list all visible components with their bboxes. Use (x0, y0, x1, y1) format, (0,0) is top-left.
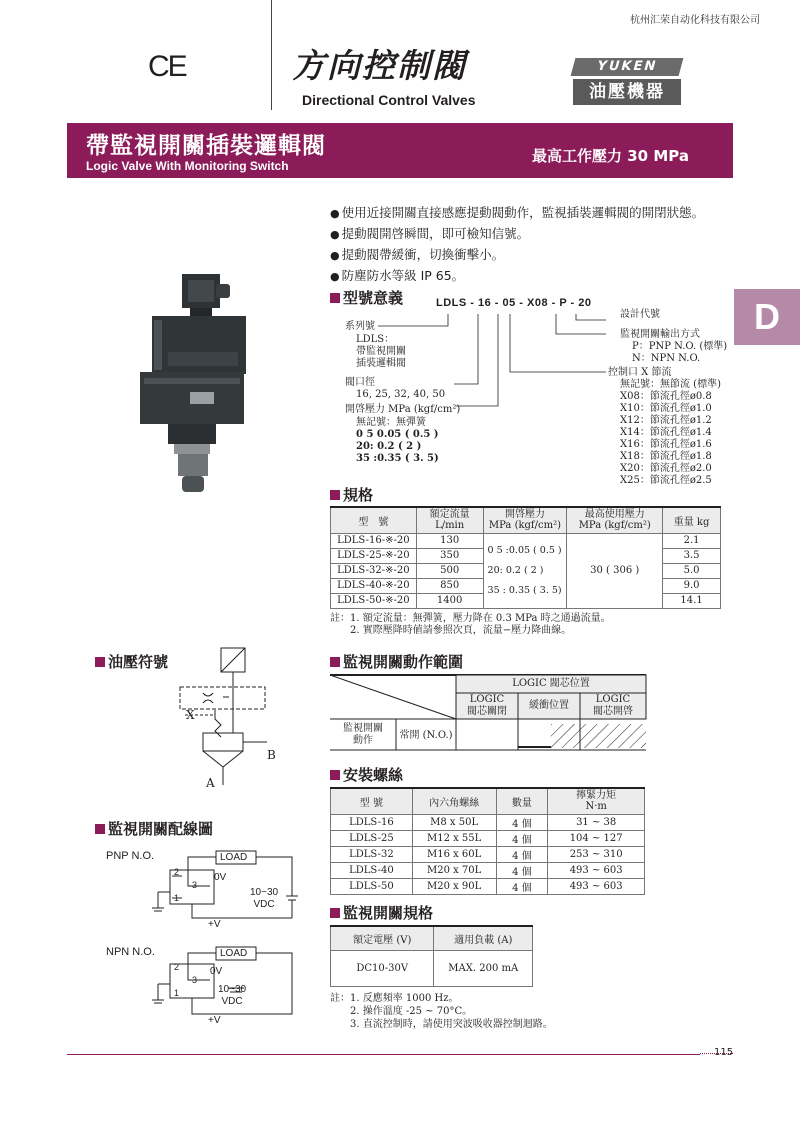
bolt-qty-cell: 4 個 (496, 830, 548, 846)
spec-note: 2. 實際壓降時値請參照次頁，流量−壓力降曲線。 (350, 625, 572, 636)
spec-notes (330, 613, 611, 637)
bolt-model-cell: LDLS-50 (331, 878, 413, 894)
output-line: 監視開關輸出方式 (620, 329, 700, 340)
voltage-header: 額定電壓 (V) (331, 926, 434, 950)
cracking-line: 20: 0.2 ( 2 ) (356, 441, 422, 452)
logo-top-text: YUKEN (571, 58, 684, 76)
logo-bottom-text: 油壓機器 (573, 79, 681, 105)
bolt-screw-cell: M20 x 90L (412, 878, 496, 894)
bolt-torque-cell: 493 ~ 603 (548, 862, 645, 878)
feature-item: ● 提動閥帶緩衝，切換衝擊小。 (330, 245, 704, 266)
table-row (331, 846, 645, 862)
bolt-torque-cell: 31 ~ 38 (548, 814, 645, 830)
output-type-block (620, 329, 727, 365)
cracking-detail (356, 417, 439, 465)
switch-spec-notes (330, 992, 553, 1031)
model-code-heading: 型號意義 (330, 287, 403, 308)
pnp-load-label: LOAD (220, 852, 248, 863)
table-row (331, 878, 645, 894)
flow-cell: 350 (416, 548, 483, 563)
spec-table (330, 506, 721, 609)
table-row (331, 830, 645, 846)
orifice-line: X18：節流孔徑ø1.8 (620, 451, 712, 462)
weight-cell: 2.1 (663, 533, 721, 548)
orifice-line: 控制口 X 節流 (608, 367, 672, 378)
npn-supply-label: 10~30 VDC (218, 984, 247, 1007)
wiring-heading: 監視開關配線圖 (95, 818, 213, 839)
bolts-col-screw: 內六角螺絲 (412, 788, 496, 814)
load-header: 適用負載 (A) (434, 926, 533, 950)
output-line: N：NPN N.O. (632, 353, 701, 364)
spec-col-cracking: 開啓壓力 MPa (kgf/cm²) (483, 507, 567, 533)
bolt-model-cell: LDLS-16 (331, 814, 413, 830)
bolt-model-cell: LDLS-32 (331, 846, 413, 862)
spec-note: 註：1. 額定流量：無彈簧，壓力降在 0.3 MPa 時之通過流量。 (330, 613, 611, 624)
switch-action-label: 監視開關 動作 (343, 723, 383, 746)
bolt-screw-cell: M12 x 55L (412, 830, 496, 846)
design-number-label: 設計代號 (620, 309, 660, 320)
model-cell: LDLS-16-※-20 (331, 533, 417, 548)
npn-plus-v-label: +V (208, 1015, 221, 1026)
feature-list (330, 203, 704, 287)
chapter-tab: D (734, 289, 800, 345)
pnp-pin-1: 1 (174, 893, 180, 903)
max-pressure-label: 最高工作壓力 30 MPa (532, 147, 689, 165)
bolts-col-qty: 數量 (496, 788, 548, 814)
model-cell: LDLS-50-※-20 (331, 593, 417, 608)
table-row (331, 814, 645, 830)
pnp-supply-label: 10~30 VDC (250, 887, 279, 910)
feature-item: ● 防塵防水等級 IP 65。 (330, 266, 704, 287)
bolt-screw-cell: M20 x 70L (412, 862, 496, 878)
bolts-col-model: 型 號 (331, 788, 413, 814)
port-x-label: X (186, 708, 195, 722)
model-cell: LDLS-32-※-20 (331, 563, 417, 578)
orifice-block (608, 367, 721, 487)
product-photo (140, 268, 250, 498)
spec-heading: 規格 (330, 484, 373, 505)
weight-cell: 5.0 (663, 563, 721, 578)
switch-spec-heading: 監視開關規格 (330, 902, 433, 923)
orifice-line: X08：節流孔徑ø0.8 (620, 391, 712, 402)
switch-note: 3. 直流控制時，請使用突波吸收器控制迴路。 (350, 1019, 553, 1030)
series-line: LDLS： (356, 334, 395, 345)
orifice-line: X14：節流孔徑ø1.4 (620, 427, 712, 438)
output-line: P：PNP N.O. (標準) (632, 341, 728, 352)
switch-range-heading: 監視開關動作範圍 (330, 651, 463, 672)
spec-col-weight: 重量 kg (663, 507, 721, 533)
cracking-line: 35 :0.35 ( 3. 5) (356, 453, 439, 464)
pnp-label: PNP N.O. (106, 850, 155, 862)
bolt-torque-cell: 493 ~ 603 (548, 878, 645, 894)
weight-cell: 3.5 (663, 548, 721, 563)
switch-spec-table (330, 925, 533, 987)
bolts-col-torque: 擰緊力矩 N·m (548, 788, 645, 814)
pnp-plus-v-label: +V (208, 919, 221, 930)
weight-cell: 9.0 (663, 578, 721, 593)
bolt-model-cell: LDLS-25 (331, 830, 413, 846)
spool-closed-header: LOGIC 閥芯關閉 (467, 694, 507, 717)
bolts-table (330, 787, 645, 895)
cracking-cell (483, 533, 567, 608)
bolt-qty-cell: 4 個 (496, 846, 548, 862)
feature-item: ● 使用近接開關直接感應提動閥動作，監視插裝邏輯閥的開閉狀態。 (330, 203, 704, 224)
switch-note: 2. 操作溫度 -25 ~ 70°C。 (350, 1006, 473, 1017)
bolts-heading: 安裝螺絲 (330, 764, 403, 785)
yuken-logo (573, 58, 681, 106)
weight-cell: 14.1 (663, 593, 721, 608)
size-label: 閥口徑 (345, 377, 375, 388)
cracking-value: 35 : 0.35 ( 3. 5) (487, 584, 562, 596)
bolt-model-cell: LDLS-40 (331, 862, 413, 878)
bolts-header-row (331, 788, 645, 814)
table-row (331, 950, 533, 986)
header-divider (271, 0, 272, 110)
spool-position-header: LOGIC 閥芯位置 (512, 678, 590, 689)
port-a-label: A (206, 776, 215, 790)
cracking-value: 0 5 :0.05 ( 0.5 ) (487, 544, 562, 556)
bolt-screw-cell: M8 x 50L (412, 814, 496, 830)
series-detail (356, 334, 406, 370)
normally-open-label: 常開 (N.O.) (399, 730, 453, 741)
series-line: 插裝邏輯閥 (356, 358, 406, 369)
npn-load-label: LOAD (220, 948, 248, 959)
table-row (331, 862, 645, 878)
spec-col-flow: 額定流量 L/min (416, 507, 483, 533)
model-code-string: LDLS - 16 - 05 - X08 - P - 20 (436, 297, 592, 309)
bolt-screw-cell: M16 x 60L (412, 846, 496, 862)
cracking-line: 無記號：無彈簧 (356, 417, 426, 428)
spec-col-model: 型 號 (331, 507, 417, 533)
orifice-line: X10：節流孔徑ø1.0 (620, 403, 712, 414)
cushion-header: 緩衝位置 (529, 700, 569, 711)
bolt-qty-cell: 4 個 (496, 878, 548, 894)
series-line: 帶監視開關 (356, 346, 406, 357)
spec-header-row (331, 507, 721, 533)
switch-note: 註：1. 反應頻率 1000 Hz。 (330, 993, 459, 1004)
footer-rule (67, 1054, 700, 1055)
cracking-line: 0 5 0.05 ( 0.5 ) (356, 429, 439, 440)
switch-spec-header-row (331, 926, 533, 950)
symbol-heading: 油壓符號 (95, 651, 168, 672)
model-cell: LDLS-40-※-20 (331, 578, 417, 593)
series-label: 系列號 (345, 321, 375, 332)
npn-0v-label: 0V (210, 966, 223, 977)
spec-col-max-pressure: 最高使用壓力 MPa (kgf/cm²) (567, 507, 663, 533)
page-number: 115 (714, 1047, 734, 1058)
bolt-torque-cell: 253 ~ 310 (548, 846, 645, 862)
bolt-qty-cell: 4 個 (496, 814, 548, 830)
pnp-0v-label: 0V (214, 872, 227, 883)
size-detail: 16, 25, 32, 40, 50 (356, 389, 446, 400)
cracking-value: 20: 0.2 ( 2 ) (487, 564, 544, 576)
load-value: MAX. 200 mA (434, 950, 533, 986)
orifice-line: X25：節流孔徑ø2.5 (620, 475, 712, 486)
table-row (331, 533, 721, 548)
flow-cell: 130 (416, 533, 483, 548)
npn-pin-2: 2 (174, 962, 180, 972)
voltage-value: DC10-30V (331, 950, 434, 986)
bolt-qty-cell: 4 個 (496, 862, 548, 878)
model-cell: LDLS-25-※-20 (331, 548, 417, 563)
port-b-label: B (267, 748, 276, 762)
orifice-line: X20：節流孔徑ø2.0 (620, 463, 712, 474)
feature-item: ● 提動閥開啓瞬間，即可檢知信號。 (330, 224, 704, 245)
pnp-pin-3: 3 (192, 880, 198, 890)
orifice-line: X16：節流孔徑ø1.6 (620, 439, 712, 450)
banner-title-zh: 帶監視開關插裝邏輯閥 (86, 133, 326, 159)
banner-title-en: Logic Valve With Monitoring Switch (86, 159, 289, 173)
spool-open-header: LOGIC 閥芯開啓 (593, 694, 633, 717)
orifice-line: X12：節流孔徑ø1.2 (620, 415, 712, 426)
ce-mark: CE (148, 50, 186, 83)
pnp-pin-2: 2 (174, 867, 180, 877)
flow-cell: 850 (416, 578, 483, 593)
npn-pin-1: 1 (174, 988, 180, 998)
company-name: 杭州汇荣自动化科技有限公司 (630, 15, 760, 26)
orifice-line: 無記號：無節流 (標準) (620, 379, 721, 390)
bolt-torque-cell: 104 ~ 127 (548, 830, 645, 846)
max-pressure-cell: 30 ( 306 ) (567, 533, 663, 608)
npn-pin-3: 3 (192, 975, 198, 985)
flow-cell: 500 (416, 563, 483, 578)
cracking-label: 開啓壓力 MPa (kgf/cm²) (345, 404, 461, 415)
page-title-zh: 方向控制閥 (292, 46, 467, 85)
flow-cell: 1400 (416, 593, 483, 608)
npn-label: NPN N.O. (106, 946, 155, 958)
page-title-en: Directional Control Valves (302, 92, 476, 108)
